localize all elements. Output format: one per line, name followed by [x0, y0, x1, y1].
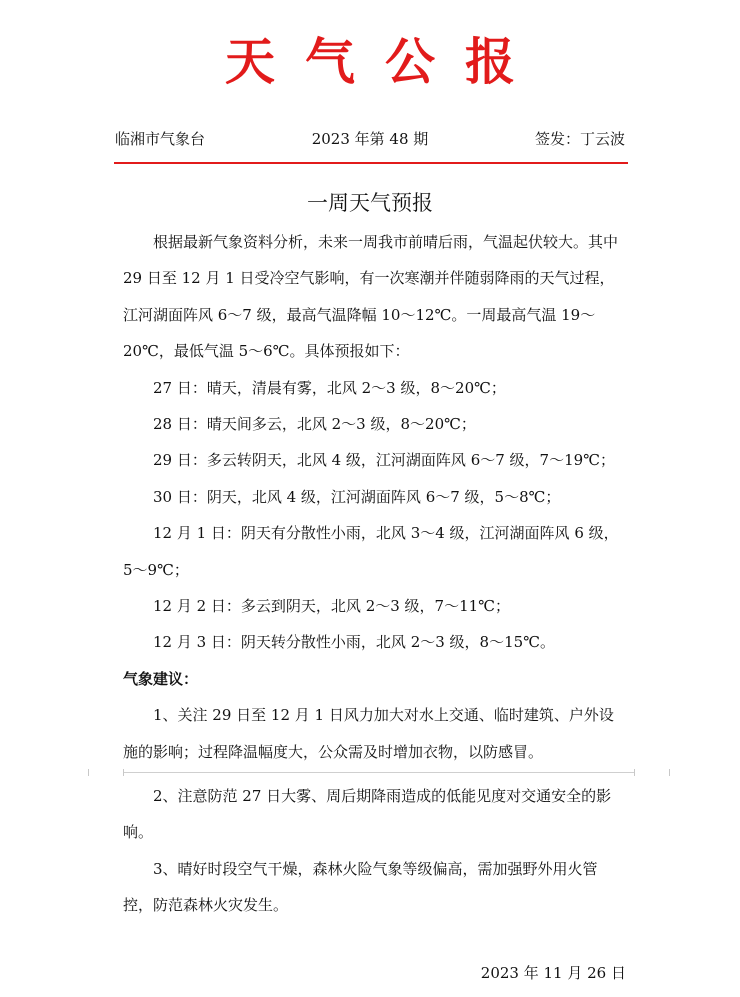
issue-date: 2023 年 11 月 26 日 — [480, 964, 626, 982]
forecast-day-29: 29 日：多云转阴天，北风 4 级，江河湖面阵风 6～7 级，7～19℃； — [153, 451, 615, 470]
forecast-dec-2: 12 月 2 日：多云到阴天，北风 2～3 级，7～11℃； — [153, 597, 510, 616]
intro-paragraph: 根据最新气象资料分析，未来一周我市前晴后雨，气温起伏较大。其中 29 日至 12 月 1 日受冷空气影响，有一次寒潮并伴随弱降雨的天气过程，江河湖面阵风 6～7 级，最高气温降幅 10～12℃。一周最高气温 19～20℃，最低气温 5～6℃。具体预报如下： — [123, 233, 619, 361]
document-title: 一周天气预报 — [307, 191, 433, 215]
header-divider — [114, 162, 628, 164]
advice-item-1: 1、关注 29 日至 12 月 1 日风力加大对水上交通、临时建筑、户外设施的影响；过程降温幅度大，公众需及时增加衣物，以防感冒。 — [123, 706, 614, 761]
advice-item-3: 3、晴好时段空气干燥，森林火险气象等级偏高，需加强野外用火管控，防范森林火灾发生。 — [123, 859, 598, 915]
issuing-office: 临湘市气象台 — [115, 130, 206, 148]
advice-heading: 气象建议： — [123, 669, 199, 688]
page-break-corner-left — [88, 769, 124, 776]
forecast-dec-3: 12 月 3 日：阴天转分散性小雨，北风 2～3 级，8～15℃。 — [153, 633, 555, 652]
advice-item-2: 2、注意防范 27 日大雾、周后期降雨造成的低能见度对交通安全的影响。 — [123, 787, 612, 842]
page-one-body — [123, 224, 624, 770]
signer: 签发：丁云波 — [534, 130, 625, 148]
page-two-body — [123, 778, 624, 924]
page-break-line — [88, 772, 670, 773]
forecast-day-28: 28 日：晴天间多云，北风 2～3 级，8～20℃； — [153, 415, 476, 434]
issue-number: 2023 年第 48 期 — [311, 130, 429, 148]
page-break-marker — [88, 769, 670, 777]
masthead-title: 天气公报 — [225, 33, 545, 91]
forecast-day-27: 27 日：晴天，清晨有雾，北风 2～3 级，8～20℃； — [153, 378, 506, 397]
bulletin-info-row — [115, 128, 625, 150]
forecast-day-30: 30 日：阴天，北风 4 级，江河湖面阵风 6～7 级，5～8℃； — [153, 487, 561, 506]
forecast-dec-1: 12 月 1 日：阴天有分散性小雨，北风 3～4 级，江河湖面阵风 6 级，5～9℃； — [123, 524, 619, 579]
page-break-corner-right — [634, 769, 670, 776]
